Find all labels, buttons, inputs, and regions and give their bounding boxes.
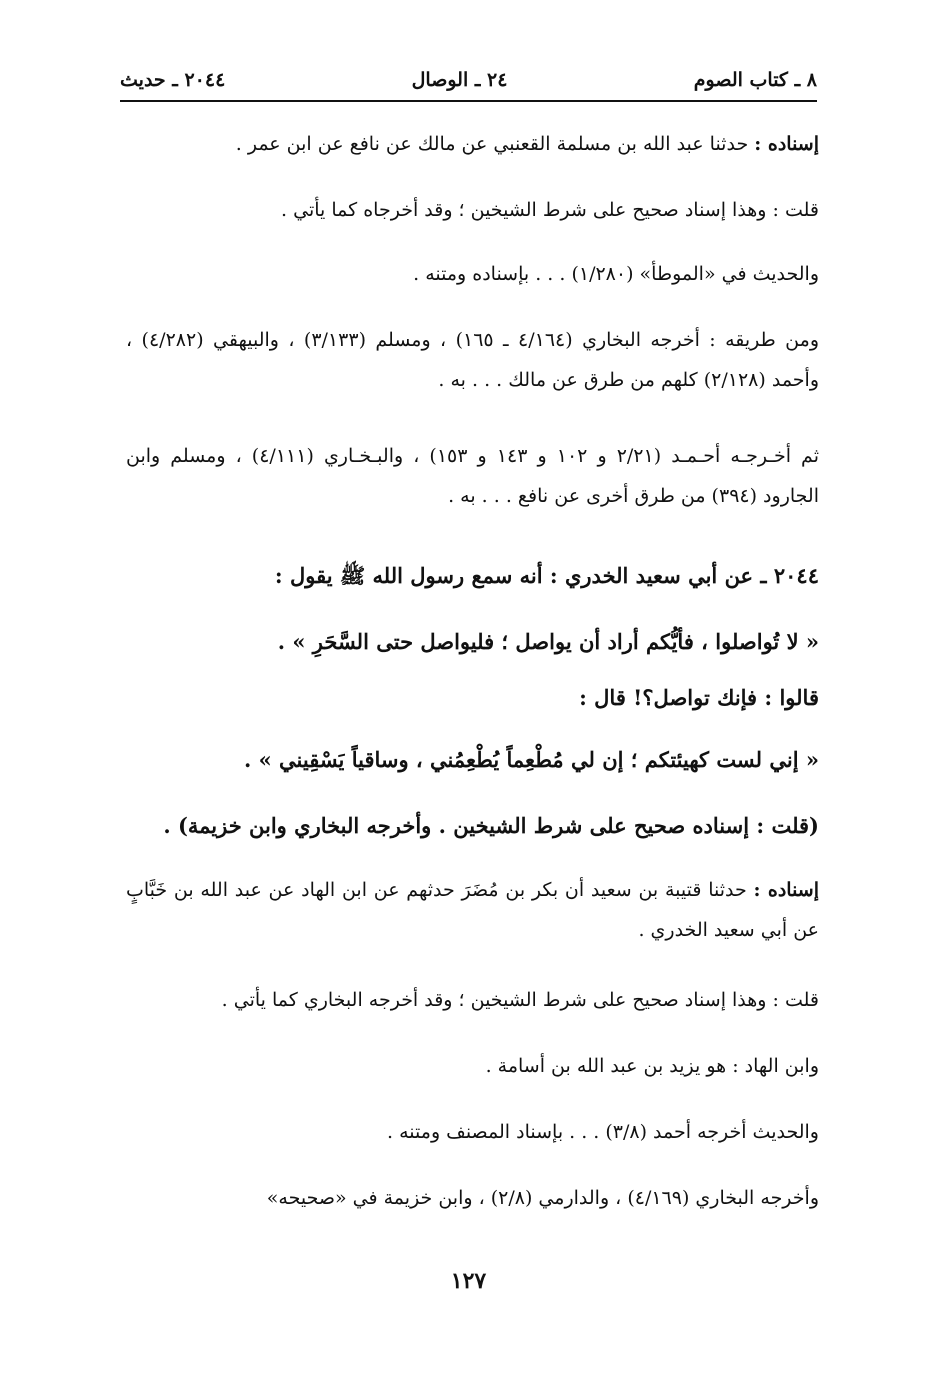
hadith-heading: ٢٠٤٤ ـ عن أبي سعيد الخدري : أنه سمع رسول الله ﷺ يقول : bbox=[274, 563, 819, 588]
header-section: ٢٤ ـ الوصال bbox=[411, 69, 508, 91]
header-chapter: ٨ ـ كتاب الصوم bbox=[693, 69, 817, 91]
header-rule bbox=[120, 100, 817, 102]
hadith-text: « إني لست كهيئتكم ؛ إن لي مُطْعِماً يُطْعِمُني ، وساقياً يَسْقِيني » . bbox=[243, 747, 819, 772]
isnad-label: إسناده : bbox=[754, 133, 819, 155]
hadith-text: قالوا : فإنك تواصل؟! قال : bbox=[579, 685, 819, 710]
isnad-text: حدثنا قتيبة بن سعيد أن بكر بن مُضَرَ حدثهم عن ابن الهاد عن عبد الله بن خَبَّابٍ عن أبي سعيد الخدري . bbox=[126, 879, 819, 941]
commentary-paragraph: ثم أخـرجـه أحـمـد (٢/٢١ و ١٠٢ و ١٤٣ و ١٥٣) ، والبـخـاري (٤/١١١) ، ومسلم وابن الجارود (٣٩٤) من طرق أخرى عن نافع . . . به . bbox=[126, 445, 819, 507]
running-header bbox=[120, 62, 817, 98]
commentary-paragraph: وابن الهاد : هو يزيد بن عبد الله بن أسامة . bbox=[485, 1055, 819, 1077]
isnad-label: إسناده : bbox=[753, 879, 820, 901]
commentary-paragraph: والحديث أخرجه أحمد (٣/٨) . . . بإسناد المصنف ومتنه . bbox=[387, 1121, 819, 1143]
commentary-paragraph: قلت : وهذا إسناد صحيح على شرط الشيخين ؛ وقد أخرجاه كما يأتي . bbox=[281, 199, 819, 221]
header-hadith: ٢٠٤٤ ـ حديث bbox=[120, 69, 226, 91]
isnad-paragraph bbox=[126, 870, 819, 950]
commentary-paragraph: ومن طريقه : أخرجه البخاري (٤/١٦٤ ـ ١٦٥) ، ومسلم (٣/١٣٣) ، والبيهقي (٤/٢٨٢) ، وأحمد (٢/١٢٨) كلهم من طرق عن مالك . . . به . bbox=[126, 329, 819, 391]
page-number: ١٢٧ bbox=[450, 1268, 487, 1294]
hadith-text: « لا تُواصلوا ، فأيُّكم أراد أن يواصل ؛ فليواصل حتى السَّحَرِ » . bbox=[277, 629, 819, 654]
commentary-paragraph: والحديث في «الموطأ» (١/٢٨٠) . . . بإسناده ومتنه . bbox=[413, 263, 819, 285]
isnad-text: حدثنا عبد الله بن مسلمة القعنبي عن مالك عن نافع عن ابن عمر . bbox=[235, 133, 755, 155]
hadith-grading: (قلت : إسناده صحيح على شرط الشيخين . وأخرجه البخاري وابن خزيمة) . bbox=[163, 813, 819, 838]
commentary-paragraph: وأخرجه البخاري (٤/١٦٩) ، والدارمي (٢/٨) ، وابن خزيمة في «صحيحه» bbox=[266, 1187, 819, 1209]
isnad-paragraph bbox=[126, 124, 819, 164]
commentary-paragraph: قلت : وهذا إسناد صحيح على شرط الشيخين ؛ وقد أخرجه البخاري كما يأتي . bbox=[221, 989, 819, 1011]
